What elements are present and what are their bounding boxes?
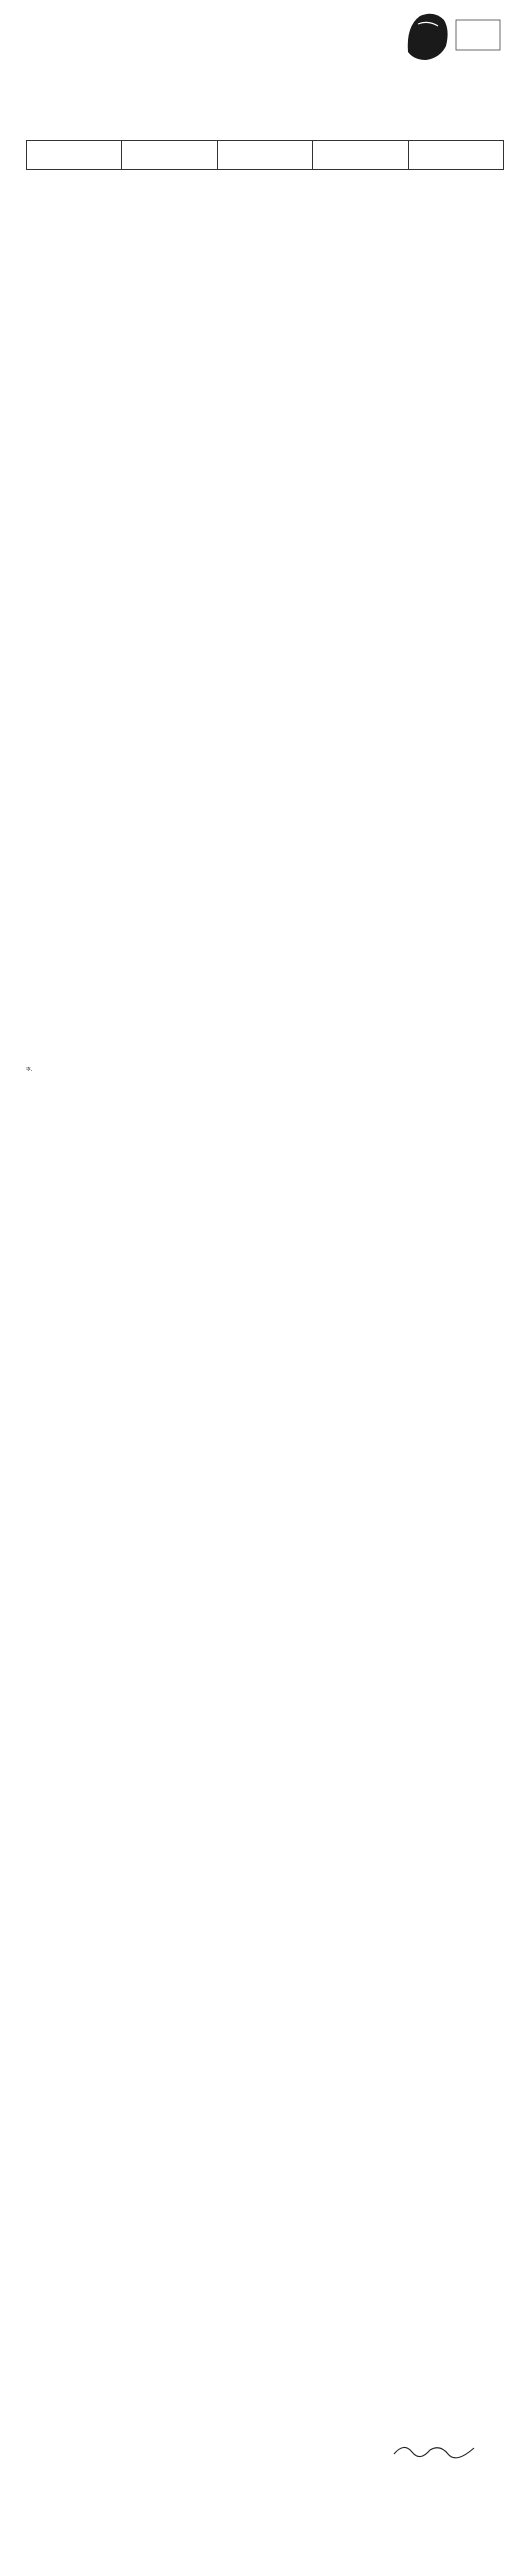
vacancy-table bbox=[26, 140, 504, 170]
online-intro-text bbox=[44, 1066, 504, 1074]
header-serial bbox=[27, 141, 122, 170]
signature-icon bbox=[390, 2440, 480, 2460]
header-qualification bbox=[313, 141, 408, 170]
header-excluded-districts bbox=[408, 141, 503, 170]
header-post bbox=[122, 141, 217, 170]
online-intro-marker: ক. bbox=[26, 1066, 33, 1073]
table-header-row bbox=[27, 141, 504, 170]
notes-section bbox=[26, 1060, 504, 1074]
online-intro bbox=[26, 1066, 504, 1074]
header-count bbox=[217, 141, 312, 170]
mujib-borsho-logo bbox=[400, 6, 510, 64]
memo-line bbox=[26, 64, 506, 100]
signature-block bbox=[370, 2440, 500, 2463]
